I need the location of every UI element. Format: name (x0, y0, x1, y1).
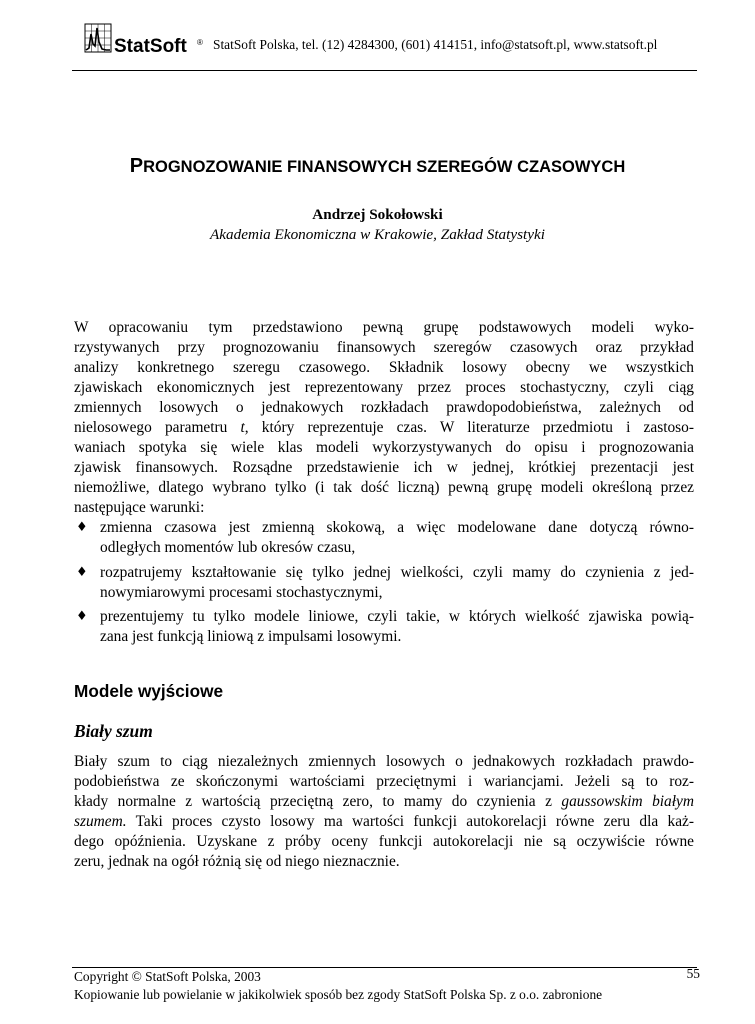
chart-grid-icon (85, 24, 111, 52)
intro-line: analizy konkretnego szeregu czasowego. Składnik losowy obecny we wszystkich (74, 359, 694, 376)
page-number: 55 (686, 966, 700, 981)
author-affiliation: Akademia Ekonomiczna w Krakowie, Zakład Statystyki (210, 226, 545, 243)
intro-line: zjawiskach ekonomicznych jest reprezentowany przez proces stochastyczny, czyli ciąg (74, 379, 694, 396)
title-initial: P (129, 155, 144, 177)
title-rest: ROGNOZOWANIE FINANSOWYCH SZEREGÓW CZASOWYCH (143, 158, 626, 176)
bullet-line: nowymiarowymi procesami stochastycznymi, (100, 584, 383, 601)
paper-title (0, 155, 755, 178)
body-line: dego opóźnienia. Uzyskane z próby oceny funkcji autokorelacji nie są oczywiście równe (74, 833, 694, 850)
intro-line: następujące warunki: (74, 499, 205, 516)
diamond-bullet-icon: ♦ (76, 565, 88, 580)
intro-text: , który reprezentuje czas. W literaturze przedmiotu i zastoso- (244, 419, 694, 436)
intro-line: niemożliwe, dlatego wybrano tylko (i tak dość liczną) pewną grupę modeli określoną przez (74, 479, 694, 496)
body-text: Taki proces czysto losowy ma wartości funkcji autokorelacji równe zeru dla każ- (135, 813, 694, 830)
body-line (74, 792, 694, 812)
italic-term: gaussowskim białym (561, 793, 694, 810)
footer-divider (72, 967, 697, 968)
body-line: podobieństwa ze skończonymi wartościami przeciętnymi i wariancjami. Jeżeli są to roz- (74, 773, 694, 790)
logo-wordmark: StatSoft (114, 36, 187, 56)
footer-copyright: Copyright © StatSoft Polska, 2003 (74, 969, 261, 984)
section-heading: Modele wyjściowe (74, 681, 224, 701)
bullet-line: zana jest funkcją liniową z impulsami losowymi. (100, 628, 402, 645)
diamond-bullet-icon: ♦ (76, 609, 88, 624)
bullet-line: odległych momentów lub okresów czasu, (100, 539, 356, 556)
intro-line (74, 418, 694, 438)
header-contact: StatSoft Polska, tel. (12) 4284300, (601) 414151, info@statsoft.pl, www.statsoft.pl (213, 37, 658, 52)
bullet-line: zmienna czasowa jest zmienną skokową, a więc modelowane dane dotyczą równo- (100, 519, 694, 536)
italic-term: szumem. (74, 813, 127, 830)
body-line (74, 812, 694, 832)
subsection-heading: Biały szum (74, 721, 153, 741)
intro-text: nielosowego parametru (74, 419, 228, 436)
diamond-bullet-icon: ♦ (76, 520, 88, 535)
body-text: kłady normalne z wartością przeciętną zero, to mamy do czynienia z (74, 793, 552, 810)
body-line: zeru, jednak na ogół różnią się od niego nieznacznie. (74, 853, 400, 870)
intro-line: waniach spotyka się wiele klas modeli wykorzystywanych do opisu i prognozowania (74, 439, 694, 456)
header-divider (72, 70, 697, 71)
intro-line: zmiennych losowych o jednakowych rozkładach prawdopodobieństwa, zależnych od (74, 399, 694, 416)
author-name: Andrzej Sokołowski (312, 206, 443, 223)
variable-t: t (240, 419, 245, 436)
intro-line: zjawisk finansowych. Rozsądne przedstawienie ich w jednej, krótkiej prezentacji jest (74, 459, 694, 476)
footer-notice: Kopiowanie lub powielanie w jakikolwiek sposób bez zgody StatSoft Polska Sp. z o.o. zabronione (74, 987, 603, 1002)
bullet-line: prezentujemy tu tylko modele liniowe, czyli takie, w których wielkość zjawiska powią- (100, 608, 694, 625)
bullet-line: rozpatrujemy kształtowanie się tylko jednej wielkości, czyli mamy do czynienia z jed- (100, 564, 694, 581)
statsoft-logo (84, 22, 210, 56)
intro-line: W opracowaniu tym przedstawiono pewną grupę podstawowych modeli wyko- (74, 319, 694, 336)
registered-mark: ® (197, 38, 203, 47)
body-line: Biały szum to ciąg niezależnych zmiennych losowych o jednakowych rozkładach prawdo- (74, 753, 694, 770)
intro-line: rzystywanych przy prognozowaniu finansowych szeregów czasowych oraz przykład (74, 339, 694, 356)
